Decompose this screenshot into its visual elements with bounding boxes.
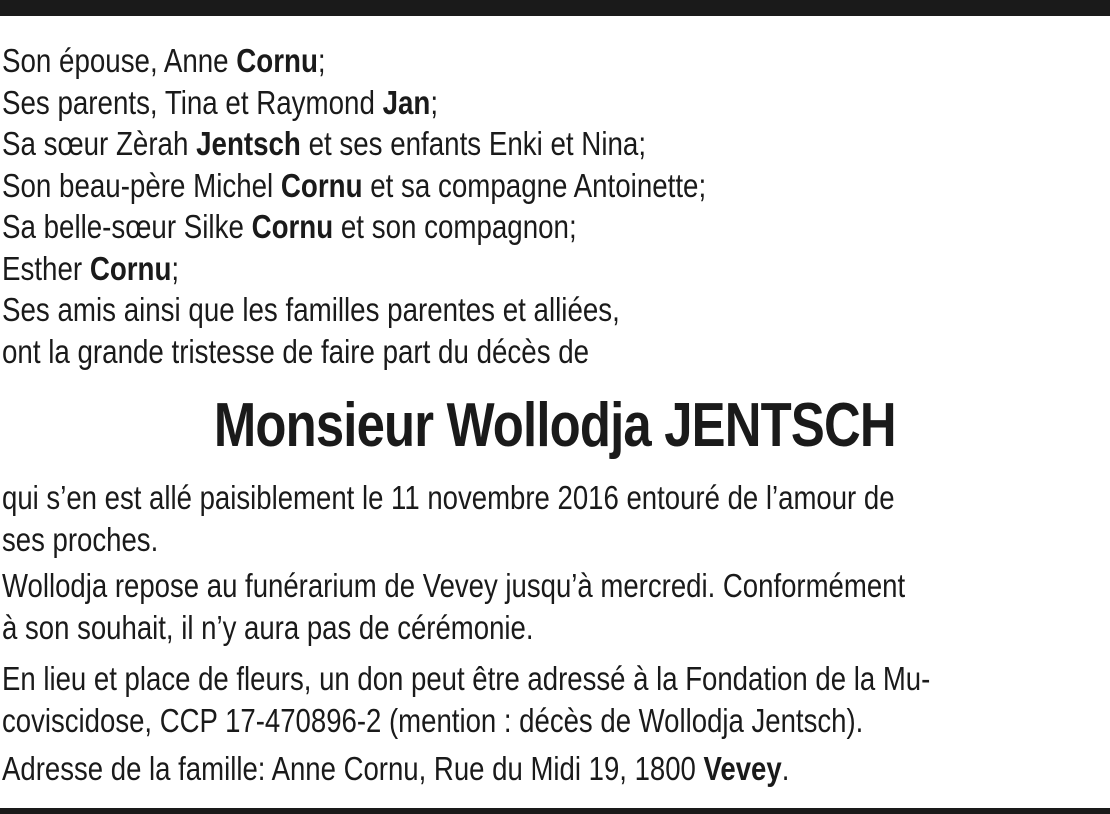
paragraph-passing: qui s’en est allé paisiblement le 11 novembre 2016 entouré de l’amour de ses proches. [2, 479, 895, 558]
paragraph-donation: En lieu et place de fleurs, un don peut être adressé à la Fondation de la Mu- coviscidose, CCP 17-470896-2 (mention : décès de Wollodja Jentsch). [2, 660, 931, 739]
top-rule [0, 0, 1110, 16]
family-line: Sa belle-sœur Silke Cornu et son compagnon; [2, 208, 577, 245]
family-list [2, 40, 931, 372]
family-line: Sa sœur Zèrah Jentsch et ses enfants Enki et Nina; [2, 125, 647, 162]
bottom-rule [0, 808, 1110, 814]
family-line: ont la grande tristesse de faire part du décès de [2, 332, 590, 370]
family-address: Adresse de la famille: Anne Cornu, Rue du Midi 19, 1800 Vevey. [2, 750, 790, 787]
family-line: Esther Cornu; [2, 249, 180, 287]
family-line: Ses amis ainsi que les familles parentes et alliées, [2, 291, 620, 328]
paragraph-funeral-home: Wollodja repose au funérarium de Vevey jusqu’à mercredi. Conformément à son souhait, il n’y aura pas de cérémonie. [2, 567, 906, 646]
family-line: Son épouse, Anne Cornu; [2, 42, 326, 79]
family-line: Ses parents, Tina et Raymond Jan; [2, 83, 439, 121]
family-line: Son beau-père Michel Cornu et sa compagne Antoinette; [2, 166, 707, 204]
deceased-name: Monsieur Wollodja JENTSCH [214, 391, 896, 460]
